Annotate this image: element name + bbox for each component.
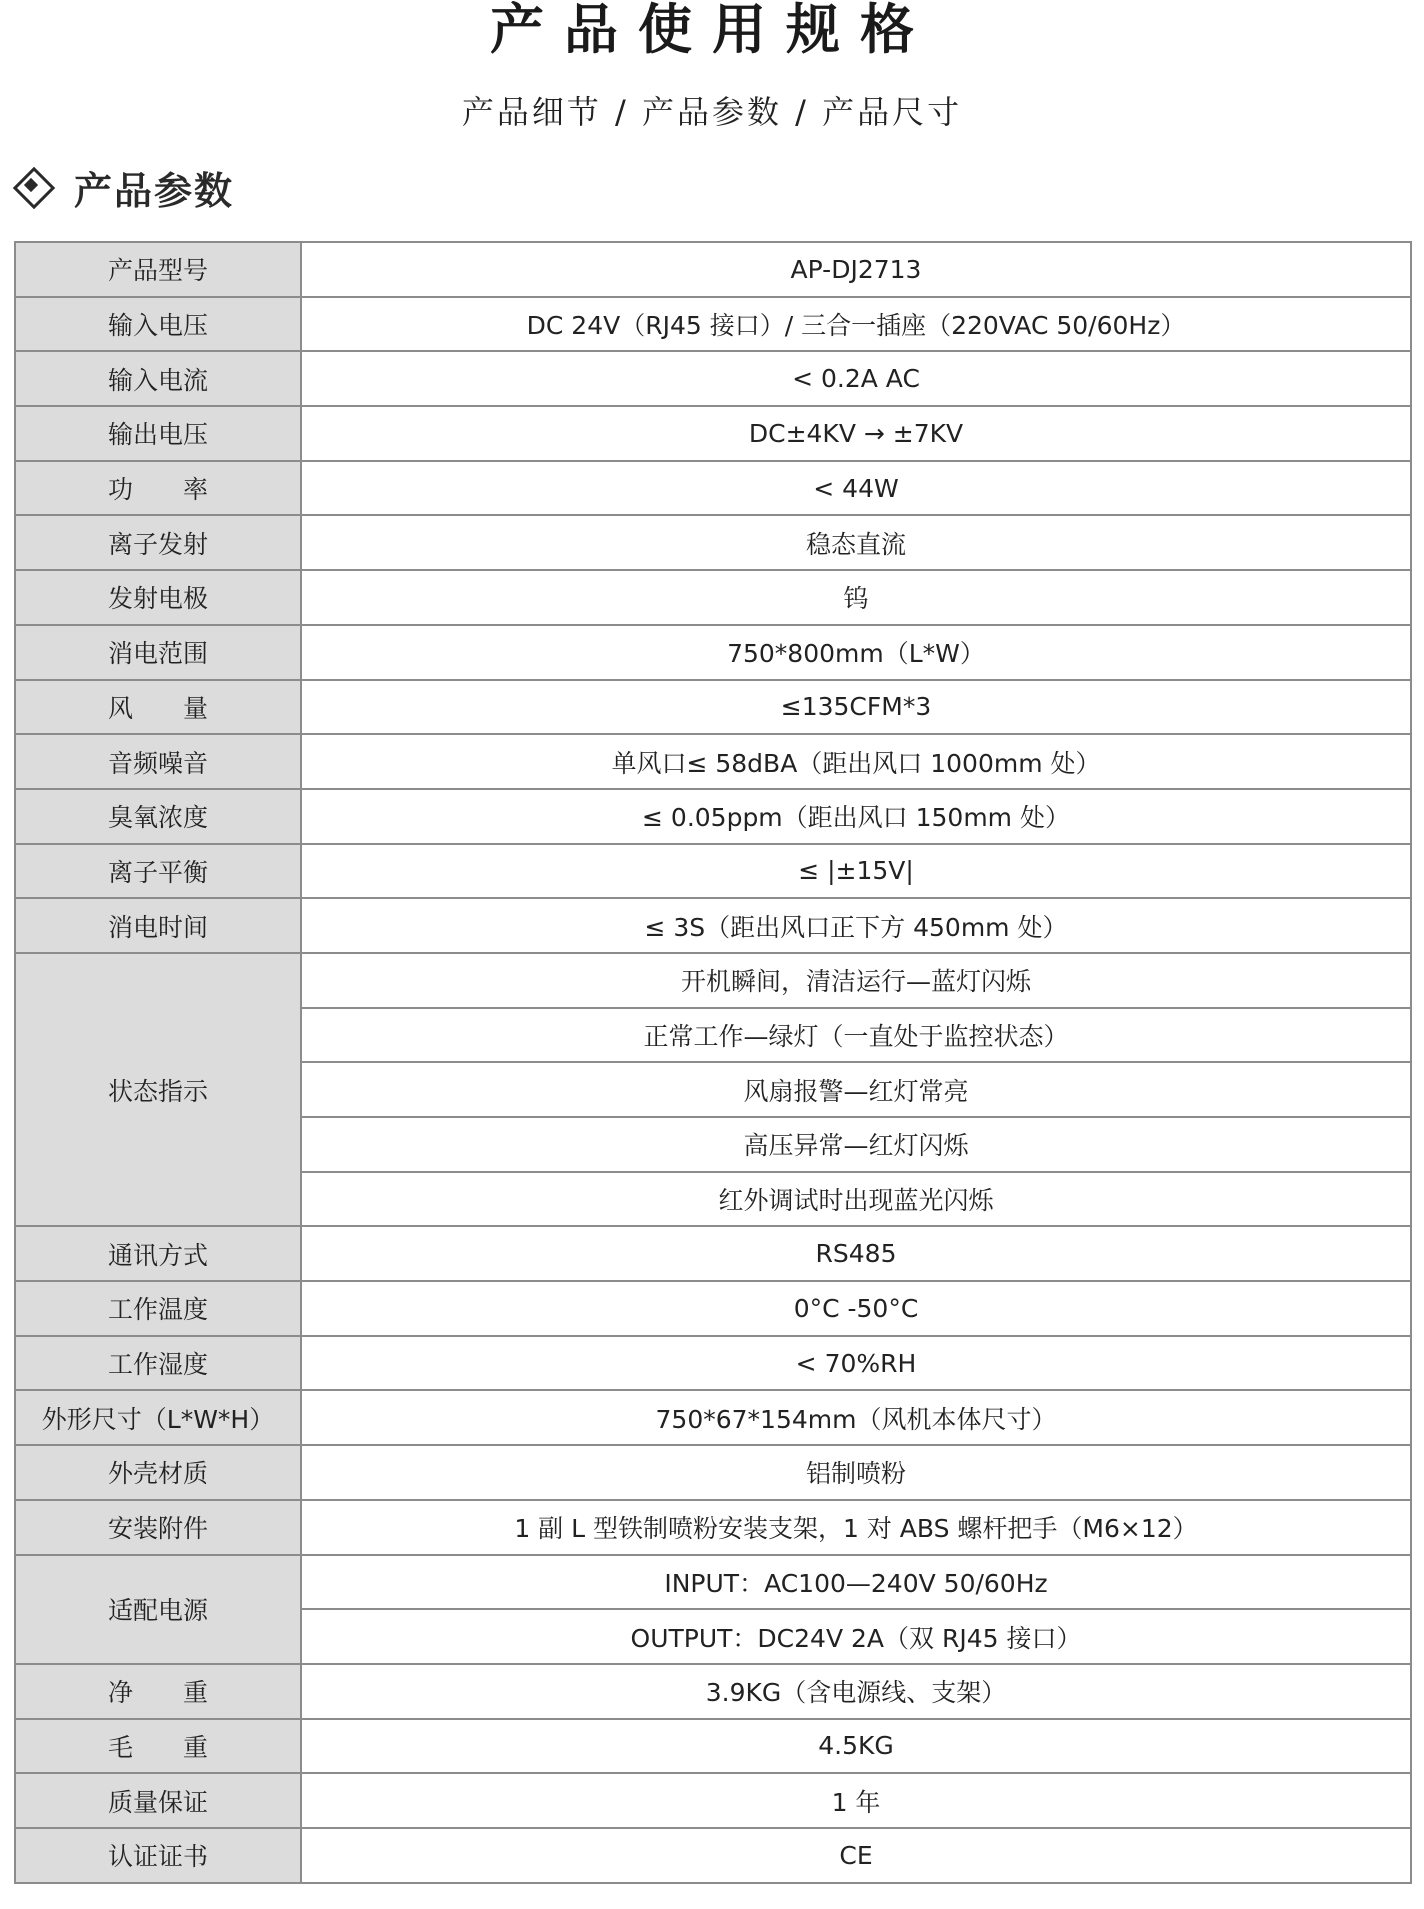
table-row — [15, 734, 1411, 789]
page-subtitle: 产品细节 / 产品参数 / 产品尺寸 — [461, 93, 963, 131]
spec-label: 输入电压 — [15, 297, 301, 352]
spec-label: 工作湿度 — [15, 1336, 301, 1391]
table-row — [15, 1773, 1411, 1828]
spec-value: < 70%RH — [301, 1336, 1411, 1391]
spec-value: 750*800mm（L*W） — [301, 625, 1411, 680]
spec-value: ≤135CFM*3 — [301, 680, 1411, 735]
spec-value: 1 副 L 型铁制喷粉安装支架，1 对 ABS 螺杆把手（M6×12） — [301, 1500, 1411, 1555]
diamond-icon — [14, 168, 52, 206]
spec-label: 外形尺寸（L*W*H） — [15, 1390, 301, 1445]
spec-value: DC±4KV → ±7KV — [301, 406, 1411, 461]
spec-value: 钨 — [301, 570, 1411, 625]
spec-value: ≤ 0.05ppm（距出风口 150mm 处） — [301, 789, 1411, 844]
table-row — [15, 351, 1411, 406]
spec-label: 认证证书 — [15, 1828, 301, 1883]
spec-value: RS485 — [301, 1226, 1411, 1281]
table-row — [15, 1664, 1411, 1719]
page-title: 产品使用规格 — [490, 0, 934, 61]
spec-value: 4.5KG — [301, 1719, 1411, 1774]
table-row — [15, 297, 1411, 352]
table-row — [15, 570, 1411, 625]
spec-label: 通讯方式 — [15, 1226, 301, 1281]
table-row — [15, 1555, 1411, 1610]
spec-table-body — [15, 242, 1411, 1883]
spec-value: OUTPUT：DC24V 2A（双 RJ45 接口） — [301, 1609, 1411, 1664]
table-row — [15, 1828, 1411, 1883]
spec-label: 臭氧浓度 — [15, 789, 301, 844]
spec-label: 消电时间 — [15, 898, 301, 953]
table-row — [15, 844, 1411, 899]
spec-value: < 0.2A AC — [301, 351, 1411, 406]
table-row — [15, 1445, 1411, 1500]
spec-value: 正常工作—绿灯（一直处于监控状态） — [301, 1008, 1411, 1063]
spec-value: < 44W — [301, 461, 1411, 516]
table-row — [15, 515, 1411, 570]
table-row — [15, 1281, 1411, 1336]
spec-label: 音频噪音 — [15, 734, 301, 789]
spec-value: DC 24V（RJ45 接口）/ 三合一插座（220VAC 50/60Hz） — [301, 297, 1411, 352]
section-title: 产品参数 — [74, 168, 235, 213]
table-row — [15, 1336, 1411, 1391]
spec-value: 开机瞬间，清洁运行—蓝灯闪烁 — [301, 953, 1411, 1008]
spec-value: 红外调试时出现蓝光闪烁 — [301, 1172, 1411, 1227]
table-row — [15, 406, 1411, 461]
spec-value: 高压异常—红灯闪烁 — [301, 1117, 1411, 1172]
spec-label: 功 率 — [15, 461, 301, 516]
spec-label: 输出电压 — [15, 406, 301, 461]
spec-label: 外壳材质 — [15, 1445, 301, 1500]
spec-label: 风 量 — [15, 680, 301, 735]
spec-value: 铝制喷粉 — [301, 1445, 1411, 1500]
spec-value: 风扇报警—红灯常亮 — [301, 1062, 1411, 1117]
section-header — [14, 162, 234, 212]
table-row — [15, 461, 1411, 516]
spec-table — [14, 241, 1412, 1884]
table-row — [15, 789, 1411, 844]
spec-value: AP-DJ2713 — [301, 242, 1411, 297]
spec-value: 0°C -50°C — [301, 1281, 1411, 1336]
spec-value: 1 年 — [301, 1773, 1411, 1828]
table-row — [15, 242, 1411, 297]
table-row — [15, 680, 1411, 735]
spec-value: CE — [301, 1828, 1411, 1883]
spec-value: ≤ 3S（距出风口正下方 450mm 处） — [301, 898, 1411, 953]
spec-label: 状态指示 — [15, 953, 301, 1226]
table-row — [15, 625, 1411, 680]
table-row — [15, 1390, 1411, 1445]
spec-label: 净 重 — [15, 1664, 301, 1719]
spec-value: 单风口≤ 58dBA（距出风口 1000mm 处） — [301, 734, 1411, 789]
table-row — [15, 1226, 1411, 1281]
spec-label: 质量保证 — [15, 1773, 301, 1828]
spec-label: 适配电源 — [15, 1555, 301, 1664]
table-row — [15, 898, 1411, 953]
spec-label: 消电范围 — [15, 625, 301, 680]
table-row — [15, 953, 1411, 1008]
spec-value: 750*67*154mm（风机本体尺寸） — [301, 1390, 1411, 1445]
spec-label: 离子发射 — [15, 515, 301, 570]
spec-label: 安装附件 — [15, 1500, 301, 1555]
spec-label: 离子平衡 — [15, 844, 301, 899]
spec-value: INPUT：AC100—240V 50/60Hz — [301, 1555, 1411, 1610]
spec-label: 产品型号 — [15, 242, 301, 297]
spec-value: 3.9KG（含电源线、支架） — [301, 1664, 1411, 1719]
spec-label: 毛 重 — [15, 1719, 301, 1774]
table-row — [15, 1719, 1411, 1774]
table-row — [15, 1500, 1411, 1555]
spec-label: 输入电流 — [15, 351, 301, 406]
spec-label: 工作温度 — [15, 1281, 301, 1336]
spec-value: ≤ |±15V| — [301, 844, 1411, 899]
spec-value: 稳态直流 — [301, 515, 1411, 570]
spec-label: 发射电极 — [15, 570, 301, 625]
